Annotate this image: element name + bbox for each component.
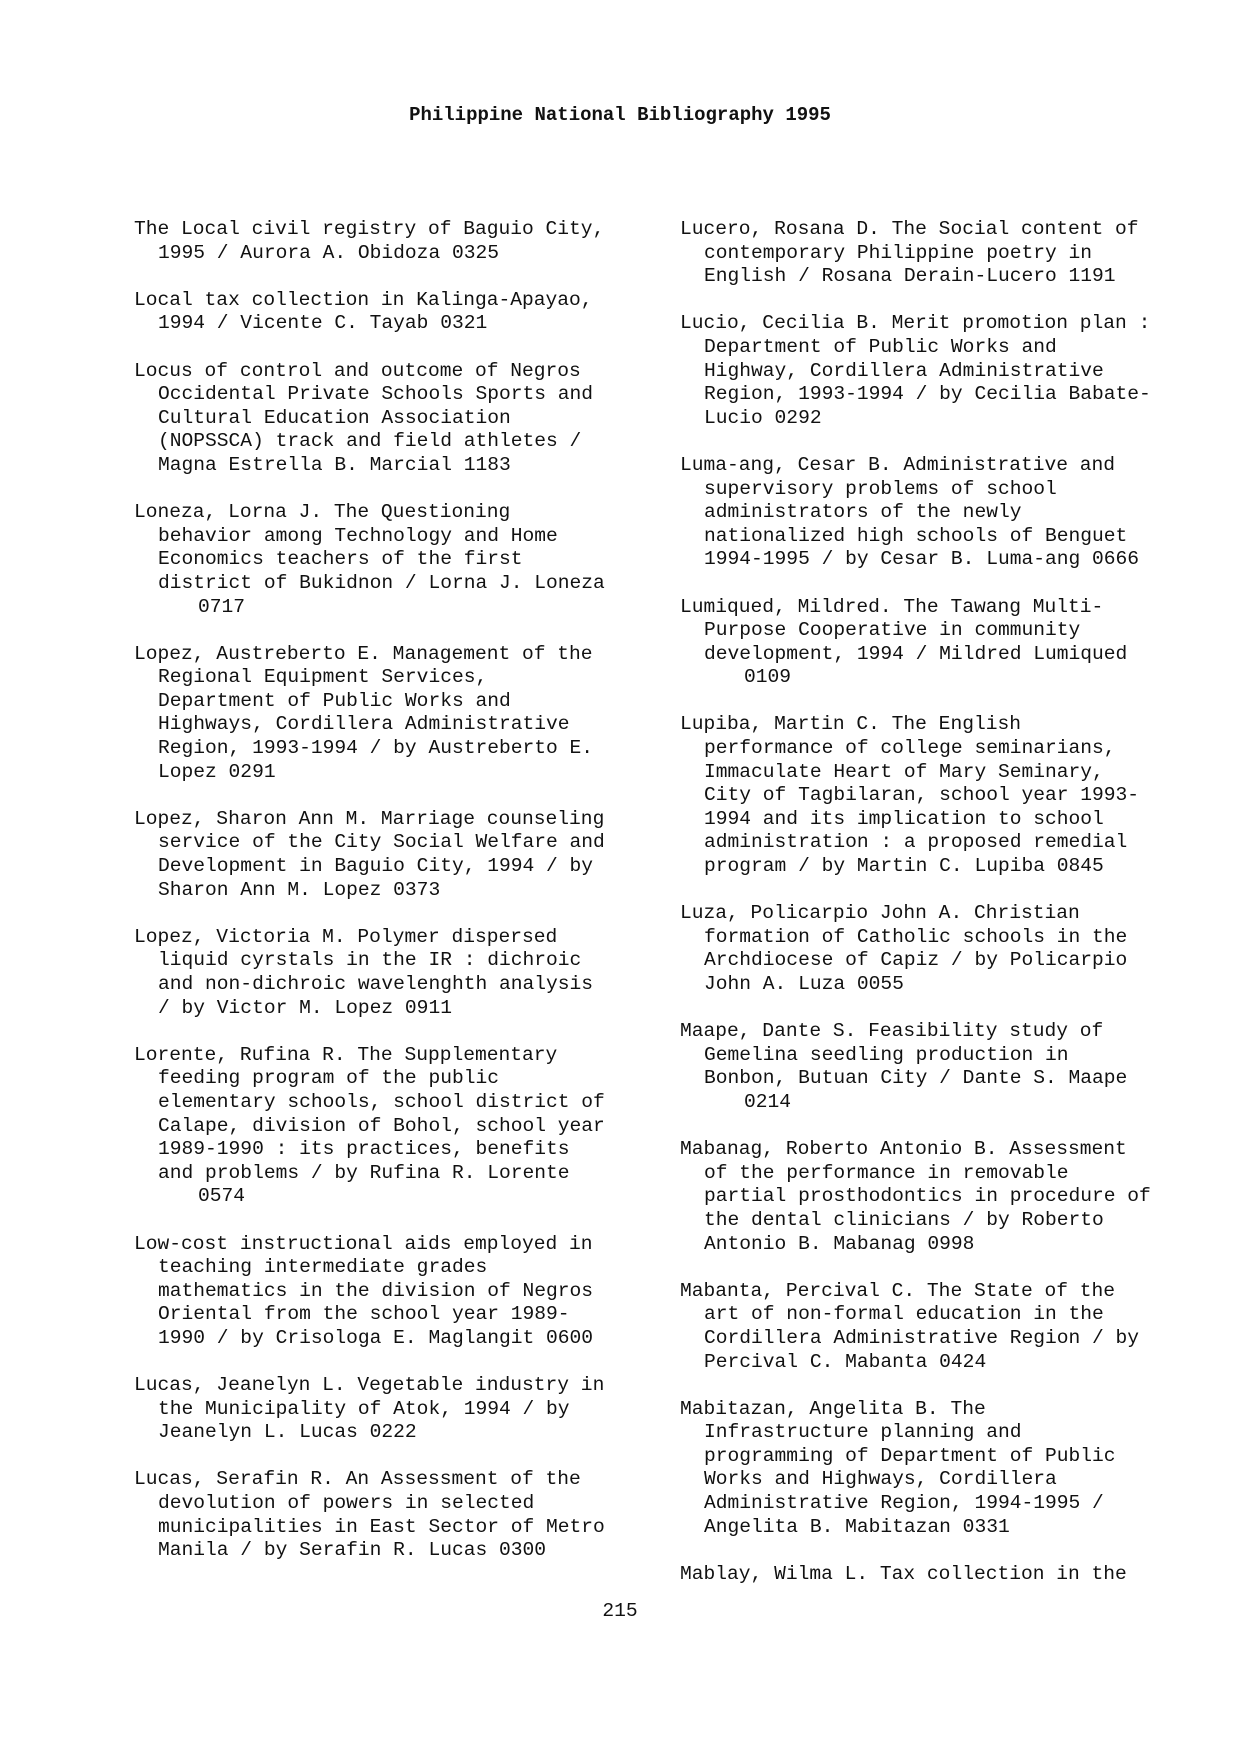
entry-line: 1994 and its implication to school xyxy=(704,807,1104,830)
entry-line: Region, 1993-1994 / by Cecilia Babate- xyxy=(704,383,1151,406)
entry-line: the dental clinicians / by Roberto xyxy=(704,1208,1104,1231)
bibliography-entry xyxy=(680,713,1190,878)
entry-line: Highways, Cordillera Administrative xyxy=(158,713,570,736)
bibliography-entry xyxy=(134,643,644,785)
entry-line: Mabitazan, Angelita B. The xyxy=(680,1397,986,1420)
entry-line: (NOPSSCA) track and field athletes / xyxy=(158,430,582,453)
entry-line: liquid cyrstals in the IR : dichroic xyxy=(158,949,582,972)
entry-line: nationalized high schools of Benguet xyxy=(704,524,1128,547)
bibliography-entry xyxy=(134,1233,644,1351)
entry-line: Sharon Ann M. Lopez 0373 xyxy=(158,878,441,901)
entry-line: Lopez, Austreberto E. Management of the xyxy=(134,642,593,665)
entry-line: Department of Public Works and xyxy=(158,689,511,712)
entry-line: 1995 / Aurora A. Obidoza 0325 xyxy=(158,241,499,264)
entry-line: Luma-ang, Cesar B. Administrative and xyxy=(680,453,1116,476)
bibliography-entry xyxy=(134,501,644,619)
entry-line: Immaculate Heart of Mary Seminary, xyxy=(704,760,1104,783)
entry-line: 1994 / Vicente C. Tayab 0321 xyxy=(158,312,488,335)
entry-line: Purpose Cooperative in community xyxy=(704,619,1081,642)
entry-line: Bonbon, Butuan City / Dante S. Maape xyxy=(704,1067,1128,1090)
bibliography-entry xyxy=(680,1138,1190,1256)
entry-line: 1990 / by Crisologa E. Maglangit 0600 xyxy=(158,1326,594,1349)
entry-line: Lucero, Rosana D. The Social content of xyxy=(680,218,1139,240)
entry-line: devolution of powers in selected xyxy=(158,1492,535,1515)
entry-line: Jeanelyn L. Lucas 0222 xyxy=(158,1421,417,1444)
entry-line: Department of Public Works and xyxy=(704,335,1057,358)
entry-line: Lucio 0292 xyxy=(704,406,822,429)
entry-line: Lucas, Serafin R. An Assessment of the xyxy=(134,1468,581,1491)
entry-line: administration : a proposed remedial xyxy=(704,831,1128,854)
bibliography-entry xyxy=(680,454,1190,572)
page-title: Philippine National Bibliography 1995 xyxy=(409,104,831,126)
left-column xyxy=(134,218,644,1586)
entry-line: Lumiqued, Mildred. The Tawang Multi- xyxy=(680,595,1104,618)
entry-line: Lupiba, Martin C. The English xyxy=(680,713,1021,736)
bibliography-entry xyxy=(680,596,1190,690)
bibliography-entry xyxy=(680,1280,1190,1374)
entry-line: 1989-1990 : its practices, benefits xyxy=(158,1138,570,1161)
entry-line: and problems / by Rufina R. Lorente xyxy=(158,1161,570,1184)
entry-line: John A. Luza 0055 xyxy=(704,973,904,995)
entry-line: Locus of control and outcome of Negros xyxy=(134,359,581,382)
entry-line: Mabanag, Roberto Antonio B. Assessment xyxy=(680,1138,1127,1161)
entry-line: Magna Estrella B. Marcial 1183 xyxy=(158,453,511,476)
bibliography-entry xyxy=(134,1468,644,1562)
bibliography-entry xyxy=(134,360,644,478)
bibliography-entry xyxy=(680,218,1190,289)
entry-line: Mablay, Wilma L. Tax collection in the xyxy=(680,1562,1127,1585)
entry-line: Percival C. Mabanta 0424 xyxy=(704,1350,987,1373)
bibliography-entry xyxy=(680,312,1190,430)
bibliography-entry xyxy=(134,926,644,1020)
entry-line: performance of college seminarians, xyxy=(704,737,1116,760)
entry-line: supervisory problems of school xyxy=(704,477,1057,500)
entry-line: behavior among Technology and Home xyxy=(158,524,558,547)
entry-line: Highway, Cordillera Administrative xyxy=(704,359,1104,382)
entry-line: Lopez 0291 xyxy=(158,760,276,783)
entry-line: Loneza, Lorna J. The Questioning xyxy=(134,501,511,524)
entry-line: municipalities in East Sector of Metro xyxy=(158,1515,605,1538)
entry-line: service of the City Social Welfare and xyxy=(158,831,605,854)
bibliography-entry xyxy=(134,218,644,265)
entry-line: Lucas, Jeanelyn L. Vegetable industry in xyxy=(134,1374,605,1397)
entry-line: and non-dichroic wavelenghth analysis xyxy=(158,973,594,995)
entry-line: Mabanta, Percival C. The State of the xyxy=(680,1279,1116,1302)
entry-line: Low-cost instructional aids employed in xyxy=(134,1232,593,1255)
entry-line: Lopez, Victoria M. Polymer dispersed xyxy=(134,925,558,948)
entry-line: / by Victor M. Lopez 0911 xyxy=(158,996,452,1019)
entry-line: Region, 1993-1994 / by Austreberto E. xyxy=(158,737,594,760)
entry-line: district of Bukidnon / Lorna J. Loneza xyxy=(158,571,605,594)
entry-line: 1994-1995 / by Cesar B. Luma-ang 0666 xyxy=(704,548,1140,571)
entry-line: English / Rosana Derain-Lucero 1191 xyxy=(704,265,1116,288)
entry-line: art of non-formal education in the xyxy=(704,1303,1104,1326)
bibliography-entry xyxy=(680,1020,1190,1114)
entry-line: development, 1994 / Mildred Lumiqued xyxy=(704,642,1128,665)
entry-line: elementary schools, school district of xyxy=(158,1090,605,1113)
entry-line: Luza, Policarpio John A. Christian xyxy=(680,902,1080,925)
bibliography-entry xyxy=(134,808,644,902)
entry-line: Cordillera Administrative Region / by xyxy=(704,1326,1140,1349)
entry-line: Antonio B. Mabanag 0998 xyxy=(704,1232,975,1255)
entry-line: Lopez, Sharon Ann M. Marriage counseling xyxy=(134,807,605,830)
entry-number: 0717 xyxy=(198,595,246,618)
bibliography-entry xyxy=(680,902,1190,996)
entry-line: the Municipality of Atok, 1994 / by xyxy=(158,1397,570,1420)
entry-number: 0109 xyxy=(744,666,792,689)
entry-line: Local tax collection in Kalinga-Apayao, xyxy=(134,288,593,311)
entry-line: of the performance in removable xyxy=(704,1161,1069,1184)
entry-line: Archdiocese of Capiz / by Policarpio xyxy=(704,949,1128,972)
entry-line: Lucio, Cecilia B. Merit promotion plan : xyxy=(680,312,1151,335)
entry-number: 0574 xyxy=(198,1185,246,1208)
bibliography-entry xyxy=(680,1398,1190,1540)
bibliography-entry xyxy=(680,1563,1190,1587)
entry-number: 0214 xyxy=(744,1090,792,1113)
entry-line: Angelita B. Mabitazan 0331 xyxy=(704,1515,1010,1538)
entry-line: administrators of the newly xyxy=(704,501,1022,524)
entry-line: program / by Martin C. Lupiba 0845 xyxy=(704,855,1104,878)
entry-line: Lorente, Rufina R. The Supplementary xyxy=(134,1043,558,1066)
entry-line: feeding program of the public xyxy=(158,1067,499,1090)
entry-line: formation of Catholic schools in the xyxy=(704,925,1128,948)
entry-line: Occidental Private Schools Sports and xyxy=(158,383,594,406)
entry-line: Calape, division of Bohol, school year xyxy=(158,1114,605,1137)
entry-line: Works and Highways, Cordillera xyxy=(704,1468,1057,1491)
entry-line: mathematics in the division of Negros xyxy=(158,1279,594,1302)
entry-line: The Local civil registry of Baguio City, xyxy=(134,218,605,240)
entry-line: contemporary Philippine poetry in xyxy=(704,241,1093,264)
entry-line: Economics teachers of the first xyxy=(158,548,523,571)
bibliography-entry xyxy=(134,1374,644,1445)
entry-line: Oriental from the school year 1989- xyxy=(158,1303,570,1326)
entry-line: Gemelina seedling production in xyxy=(704,1043,1069,1066)
bibliography-entry xyxy=(134,1044,644,1209)
bibliography-entry xyxy=(134,289,644,336)
entry-line: Administrative Region, 1994-1995 / xyxy=(704,1492,1104,1515)
entry-line: teaching intermediate grades xyxy=(158,1256,488,1279)
entry-line: Cultural Education Association xyxy=(158,406,511,429)
entry-line: City of Tagbilaran, school year 1993- xyxy=(704,784,1140,807)
entry-line: Maape, Dante S. Feasibility study of xyxy=(680,1020,1104,1043)
entry-line: Development in Baguio City, 1994 / by xyxy=(158,855,594,878)
entry-line: Manila / by Serafin R. Lucas 0300 xyxy=(158,1539,547,1562)
page-number: 215 xyxy=(602,1600,638,1622)
entry-line: programming of Department of Public xyxy=(704,1444,1116,1467)
entry-line: partial prosthodontics in procedure of xyxy=(704,1185,1151,1208)
right-column xyxy=(680,218,1190,1610)
entry-line: Regional Equipment Services, xyxy=(158,666,488,689)
entry-line: Infrastructure planning and xyxy=(704,1421,1022,1444)
